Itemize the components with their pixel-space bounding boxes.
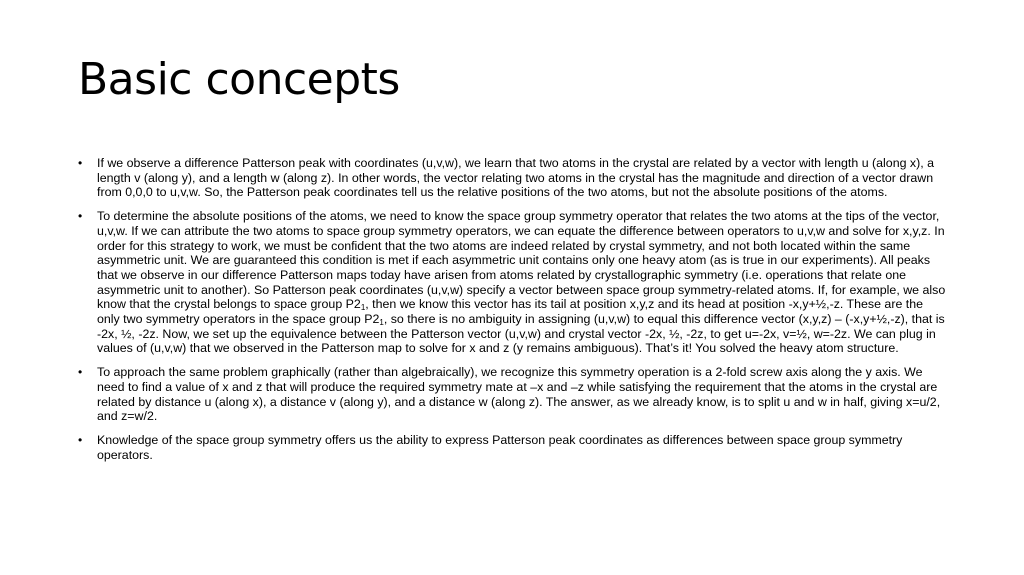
bullet-dot-icon: •	[78, 209, 83, 224]
bullet-text	[97, 209, 945, 355]
bullet-text: Knowledge of the space group symmetry offers us the ability to express Patterson peak coordinates as differences between space group symmetry operators.	[97, 432, 903, 462]
bullet-text-part: , then we know this vector has its tail at position x,y,z and its head at position -x,y+½,-z. These are the only two symmetry operators in the space group P2	[97, 297, 924, 327]
bullet-text-part: , so there is no ambiguity in assigning (u,v,w) to equal this difference vector (x,y,z) – (-x,y+½,-z), that is -2x, ½, -2z. Now, we set up the equivalence between the Patterson vector (u,v,w) and crystal vector -2x, ½, -2z, to get u=-2x, v=½, w=-2z. We can plug in values of (u,v,w) that we observed in the Patterson map to solve for x and z (y remains ambiguous). That’s it! You solved the heavy atom structure.	[97, 312, 945, 356]
bullet-item	[78, 365, 946, 424]
slide-title: Basic concepts	[78, 54, 400, 105]
bullet-text-part: To determine the absolute positions of the atoms, we need to know the space group symmetry operator that relates the two atoms at the tips of the vector, u,v,w. If we can attribute the two atoms to space group symmetry operators, we can equate the difference between operators to u,v,w and solve for x,y,z. In order for this strategy to work, we must be confident that the two atoms are indeed related by crystal symmetry, and not both located within the same asymmetric unit. We are guaranteed this condition is met if each asymmetric unit contains only one heavy atom (as is true in our experiments). All peaks that we observe in our difference Patterson maps today have arisen from atoms related by crystallographic symmetry (i.e. operations that relate one asymmetric unit to another). So Patterson peak coordinates (u,v,w) specify a vector between space group symmetry-related atoms. If, for example, we also know that the crystal belongs to space group P2	[97, 209, 946, 312]
subscript: 1	[360, 303, 366, 313]
subscript: 1	[379, 318, 384, 328]
bullet-item	[78, 156, 946, 200]
bullet-item	[78, 433, 946, 462]
bullet-dot-icon: •	[78, 156, 83, 170]
bullet-text: To approach the same problem graphically (rather than algebraically), we recognize this symmetry operation is a 2-fold screw axis along the y axis. We need to find a value of x and z that will produce the required symmetry mate at –x and –z while satisfying the requirement that the atoms in the crystal are related by distance u (along x), a distance v (along y), and a distance w (along z). The answer, as we already know, is to split u and w in half, giving x=u/2, and z=w/2.	[97, 365, 941, 424]
bullet-item	[78, 209, 946, 356]
bullet-text: If we observe a difference Patterson peak with coordinates (u,v,w), we learn that two atoms in the crystal are related by a vector with length u (along x), a length v (along y), and a length w (along z). In other words, the vector relating two atoms in the crystal has the magnitude and direction of a vector drawn from 0,0,0 to u,v,w. So, the Patterson peak coordinates tell us the relative positions of the two atoms, but not the absolute positions of the atoms.	[97, 156, 935, 200]
bullet-dot-icon: •	[78, 365, 83, 380]
bullet-dot-icon: •	[78, 432, 83, 447]
bullet-list	[78, 156, 946, 471]
